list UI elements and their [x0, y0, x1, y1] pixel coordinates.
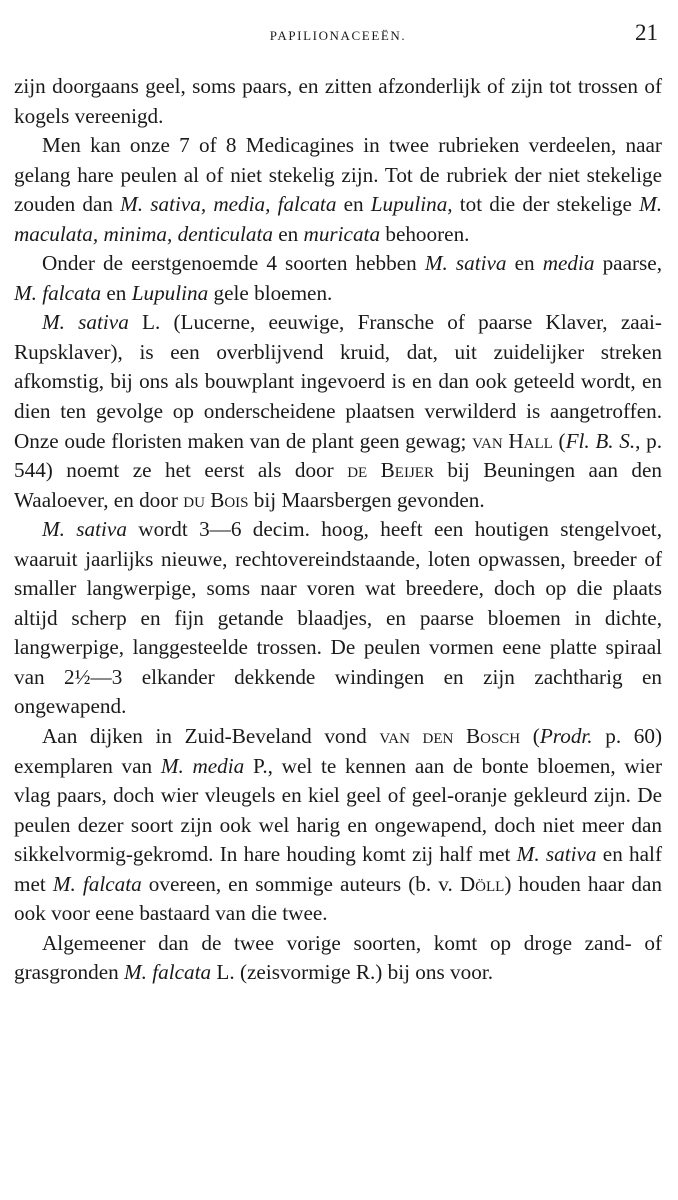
text-run: overeen, en sommige auteurs (b. v.	[141, 871, 460, 896]
small-caps-author: du Bois	[183, 487, 249, 512]
small-caps-author: de Beijer	[347, 458, 434, 483]
text-run: L. (Lucerne, eeuwige, Fransche of paarse Klaver, zaai-Rupsklaver), is een overblijvend kruid, dat, uit zuidelijker streken afkomstig, bij ons als bouwplant ingevoerd is en dan ook geteeld wordt, en dien ten gevolge op onderscheidene plaatsen verwilderd is aangetroffen. Onze oude floristen maken van de plant geen gewag;	[14, 310, 662, 453]
small-caps-author: van Hall	[472, 428, 553, 453]
text-run: Algemeener dan de twee vorige soorten, komt op droge zand- of grasgronden	[14, 930, 662, 985]
text-run: P., wel te kennen aan de bonte bloemen, wier vlag paars, doch wier vleugels en kiel geel of geel-oranje gekleurd zijn. De peulen dezer soort zijn ook wel harig en ongewapend, doch niet meer dan sikkelvormig-gekromd. In hare houding komt zij half met	[14, 753, 662, 867]
italic-species-name: M. sativa	[42, 310, 129, 335]
text-run: (	[520, 724, 540, 749]
text-run: tot die der stekelige	[452, 192, 640, 217]
italic-species-name: M. sativa	[516, 842, 597, 867]
italic-species-name: M. falcata	[14, 280, 102, 305]
paragraph-5	[14, 515, 662, 722]
running-head: PAPILIONACEEËN.	[269, 28, 407, 43]
text-run: Onder de eerstgenoemde 4 soorten hebben	[42, 251, 425, 276]
page-header	[14, 18, 662, 58]
italic-species-name: M. falcata	[124, 960, 212, 985]
text-run: ) houden haar dan ook voor eene bastaard van die twee.	[14, 871, 662, 926]
italic-species-name: M. sativa	[424, 251, 507, 276]
book-page	[14, 18, 662, 1190]
text-run: en	[101, 280, 132, 305]
text-run: en	[272, 221, 304, 246]
text-run: bij Maarsbergen gevonden.	[248, 487, 485, 512]
text-run: , p. 544) noemt ze het eerst als door	[14, 428, 663, 483]
paragraph-6	[14, 722, 662, 929]
text-run: behooren.	[380, 221, 470, 246]
italic-species-name: Lupulina,	[370, 192, 453, 217]
small-caps-author: Döll	[459, 871, 505, 896]
text-run: Aan dijken in Zuid-Beveland vond	[42, 724, 380, 749]
paragraph-3	[14, 249, 662, 308]
italic-species-name: Lupulina	[131, 280, 209, 305]
text-run: (	[552, 428, 566, 453]
text-run: en half met	[14, 842, 662, 896]
text-run: L. (zeisvormige R.) bij ons voor.	[211, 960, 493, 985]
text-run: Men kan onze 7 of 8 Medicagines in twee rubrieken verdeelen, naar gelang hare peulen al of niet stekelig zijn. Tot de rubriek der niet stekelige zouden dan	[14, 133, 662, 217]
paragraph-1	[14, 72, 662, 131]
page-number: 21	[635, 20, 658, 45]
text-run: zijn doorgaans geel, soms paars, en zitten afzonderlijk of zijn tot trossen of kogels vereenigd.	[14, 74, 662, 128]
text-run: en	[506, 251, 543, 276]
body-text	[14, 72, 662, 988]
small-caps-author: van den Bosch	[379, 724, 521, 749]
text-run: bij Beuningen aan den Waaloever, en door	[14, 458, 663, 512]
text-run: wordt 3—6 decim. hoog, heeft een houtigen stengelvoet, waaruit jaarlijks nieuwe, rechtovereindstaande, loten opwassen, breeder of smaller langwerpige, soms naar voren wat breedere, doch op die plaats altijd scherp en fijn getande blaadjes, en paarse bloemen in dichte, langwerpige, langgesteelde trossen. De peulen vormen eene platte spiraal van 2½—3 elkander dekkende windingen en zijn zachtharig en ongewapend.	[14, 517, 662, 719]
italic-reference: Prodr.	[539, 724, 593, 749]
paragraph-2	[14, 131, 662, 249]
italic-species-name: media	[542, 251, 595, 276]
italic-species-name: M. sativa	[42, 517, 127, 542]
italic-species-name: M. maculata, minima, denticulata	[14, 192, 663, 246]
italic-species-name: M. media	[160, 753, 245, 778]
text-run: gele bloemen.	[208, 280, 333, 305]
italic-species-name: M. falcata	[52, 871, 142, 896]
italic-species-name: M. sativa, media, falcata	[120, 192, 337, 217]
text-run: en	[336, 192, 371, 217]
paragraph-7	[14, 929, 662, 988]
text-run: p. 60) exemplaren van	[14, 724, 662, 778]
italic-species-name: muricata	[303, 221, 381, 246]
text-run: paarse,	[594, 251, 662, 276]
italic-reference: Fl. B. S.	[565, 428, 636, 453]
paragraph-4	[14, 308, 662, 515]
